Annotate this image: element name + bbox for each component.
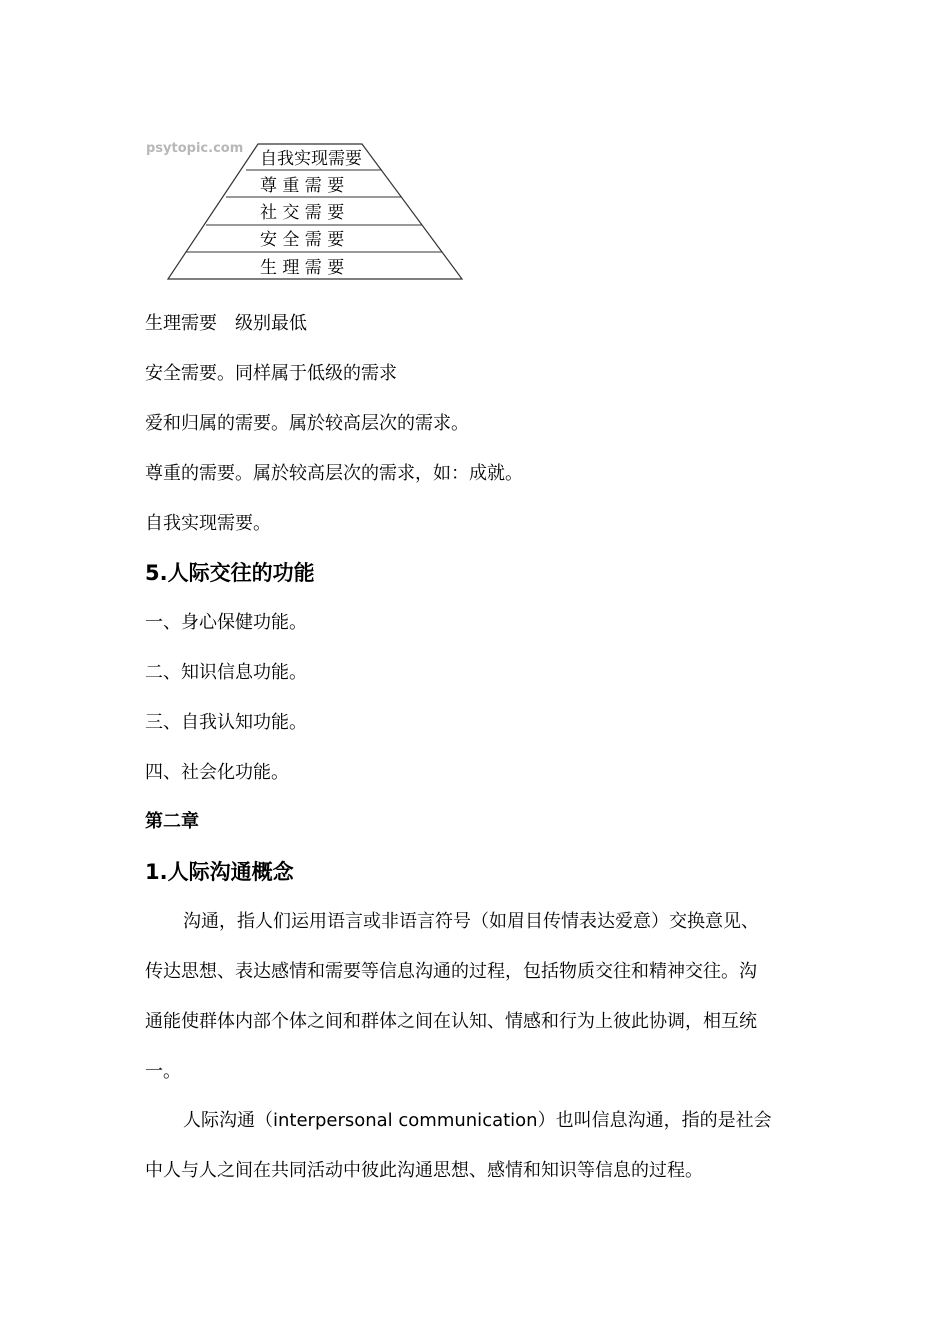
- pyramid-level-label: 生 理 需 要: [260, 258, 345, 278]
- function-list-item: 二、知识信息功能。: [145, 662, 307, 683]
- needs-list-item: 生理需要 级别最低: [145, 313, 307, 334]
- pyramid-level-label: 安 全 需 要: [260, 230, 345, 250]
- pyramid-level-label: 社 交 需 要: [260, 203, 345, 223]
- section-heading: 1.人际沟通概念: [145, 860, 294, 884]
- paragraph-line: 中人与人之间在共同活动中彼此沟通思想、感情和知识等信息的过程。: [145, 1160, 703, 1181]
- paragraph-line: 传达思想、表达感情和需要等信息沟通的过程，包括物质交往和精神交往。沟: [145, 961, 757, 982]
- paragraph-line: 人际沟通（interpersonal communication）也叫信息沟通，指的是社会: [183, 1110, 772, 1131]
- watermark: psytopic.com: [146, 141, 244, 156]
- pyramid-level-label: 自我实现需要: [260, 149, 362, 169]
- section-heading: 5.人际交往的功能: [145, 561, 315, 585]
- chapter-title: 第二章: [145, 811, 199, 832]
- function-list-item: 三、自我认知功能。: [145, 712, 307, 733]
- needs-list-item: 爱和归属的需要。属於较高层次的需求。: [145, 413, 469, 434]
- pyramid-level-label: 尊 重 需 要: [260, 176, 345, 196]
- needs-list-item: 尊重的需要。属於较高层次的需求，如：成就。: [145, 463, 523, 484]
- paragraph-line: 沟通，指人们运用语言或非语言符号（如眉目传情表达爱意）交换意见、: [183, 911, 759, 932]
- paragraph-line: 通能使群体内部个体之间和群体之间在认知、情感和行为上彼此协调，相互统: [145, 1011, 757, 1032]
- maslow-pyramid-diagram: [140, 136, 470, 286]
- needs-list-item: 安全需要。同样属于低级的需求: [145, 363, 397, 384]
- needs-list-item: 自我实现需要。: [145, 513, 271, 534]
- function-list-item: 四、社会化功能。: [145, 762, 289, 783]
- paragraph-line: 一。: [145, 1061, 181, 1082]
- function-list-item: 一、身心保健功能。: [145, 612, 307, 633]
